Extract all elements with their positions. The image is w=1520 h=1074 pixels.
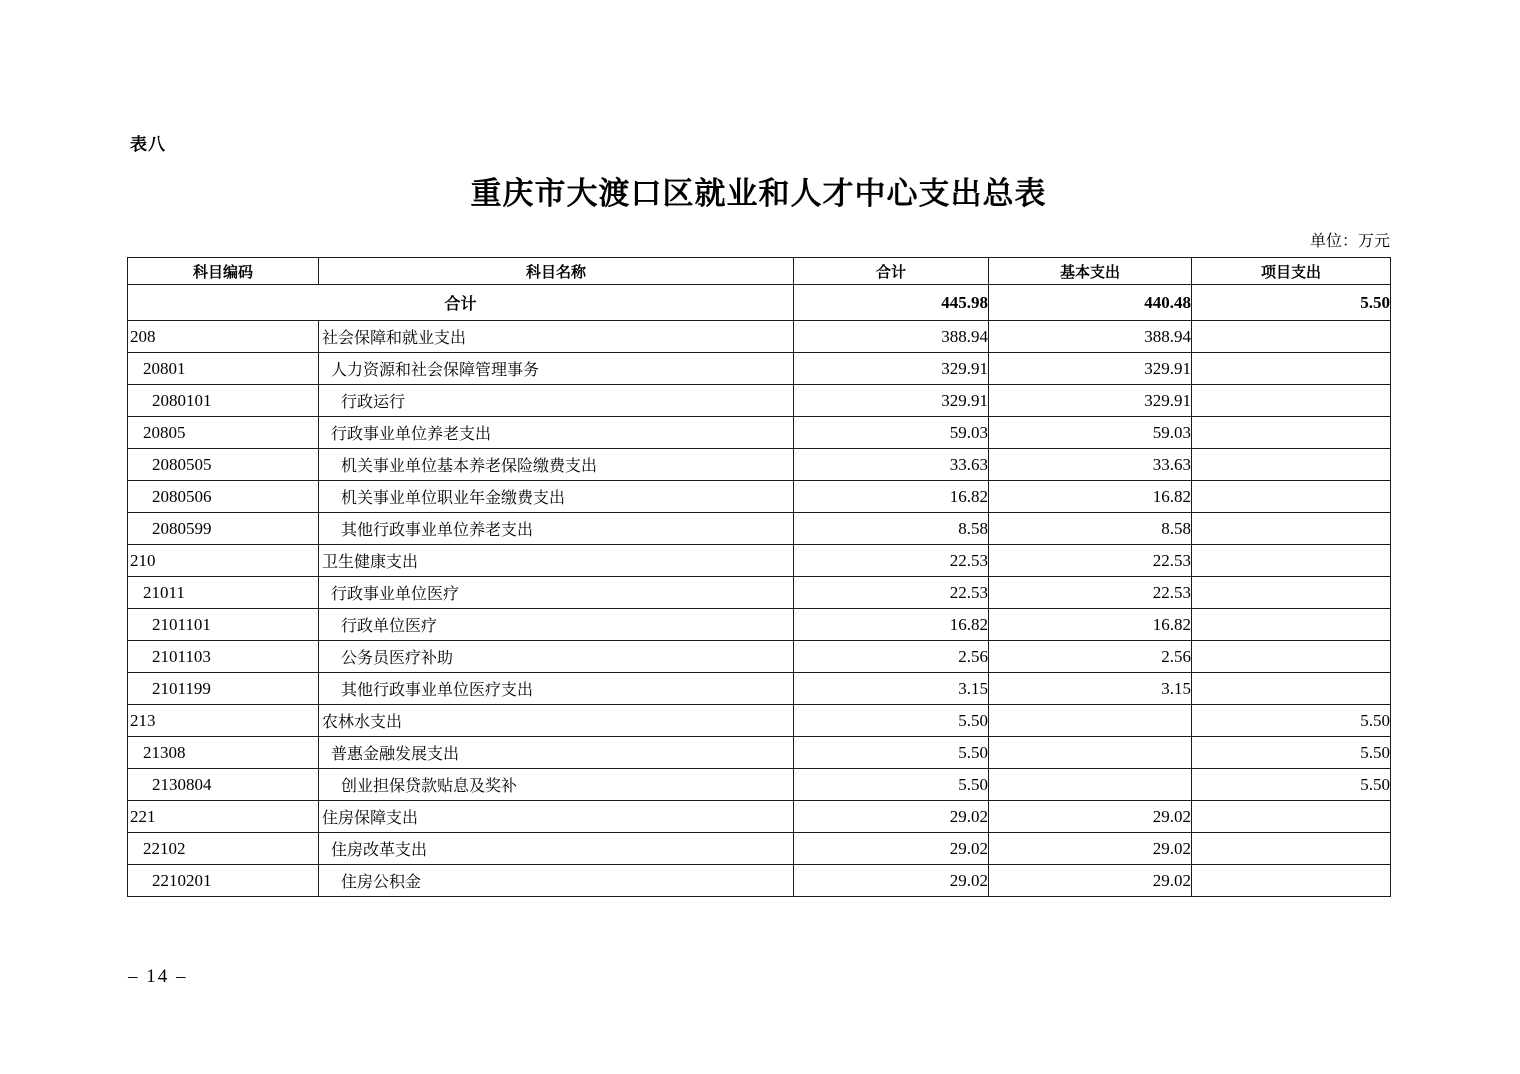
basic-value: 329.91 — [989, 385, 1192, 417]
expenditure-table — [127, 257, 1391, 897]
project-value — [1192, 577, 1391, 609]
project-value — [1192, 481, 1391, 513]
subject-code: 20801 — [128, 353, 319, 385]
basic-value: 16.82 — [989, 481, 1192, 513]
table-row — [128, 321, 1391, 353]
table-row — [128, 513, 1391, 545]
table-row — [128, 609, 1391, 641]
subject-name: 行政单位医疗 — [319, 609, 794, 641]
table-row — [128, 481, 1391, 513]
table-row — [128, 865, 1391, 897]
table-row — [128, 449, 1391, 481]
basic-value: 59.03 — [989, 417, 1192, 449]
subject-code: 221 — [128, 801, 319, 833]
subject-name: 卫生健康支出 — [319, 545, 794, 577]
subject-code: 2080101 — [128, 385, 319, 417]
grand-total-value: 445.98 — [794, 285, 989, 321]
subject-code: 213 — [128, 705, 319, 737]
subject-code: 2101101 — [128, 609, 319, 641]
subject-name: 住房保障支出 — [319, 801, 794, 833]
basic-value: 8.58 — [989, 513, 1192, 545]
subject-name: 公务员医疗补助 — [319, 641, 794, 673]
subject-name: 创业担保贷款贴息及奖补 — [319, 769, 794, 801]
basic-value: 2.56 — [989, 641, 1192, 673]
subject-code: 2080599 — [128, 513, 319, 545]
grand-total-label: 合计 — [128, 285, 794, 321]
total-value: 33.63 — [794, 449, 989, 481]
basic-value: 29.02 — [989, 801, 1192, 833]
grand-total-basic: 440.48 — [989, 285, 1192, 321]
project-value — [1192, 609, 1391, 641]
basic-value: 388.94 — [989, 321, 1192, 353]
table-number-label: 表八 — [130, 135, 166, 154]
total-value: 5.50 — [794, 737, 989, 769]
column-header-total: 合计 — [794, 258, 989, 285]
subject-code: 21308 — [128, 737, 319, 769]
subject-name: 农林水支出 — [319, 705, 794, 737]
unit-note: 单位：万元 — [1309, 233, 1390, 250]
project-value — [1192, 641, 1391, 673]
total-value: 29.02 — [794, 865, 989, 897]
subject-code: 2080506 — [128, 481, 319, 513]
column-header-basic: 基本支出 — [989, 258, 1192, 285]
basic-value: 29.02 — [989, 833, 1192, 865]
column-header-project: 项目支出 — [1192, 258, 1391, 285]
total-value: 22.53 — [794, 577, 989, 609]
table-row — [128, 705, 1391, 737]
project-value — [1192, 353, 1391, 385]
page-title: 重庆市大渡口区就业和人才中心支出总表 — [470, 176, 1047, 211]
basic-value: 22.53 — [989, 577, 1192, 609]
basic-value: 33.63 — [989, 449, 1192, 481]
total-value: 29.02 — [794, 801, 989, 833]
subject-code: 22102 — [128, 833, 319, 865]
subject-name: 行政事业单位养老支出 — [319, 417, 794, 449]
basic-value: 16.82 — [989, 609, 1192, 641]
table-row — [128, 673, 1391, 705]
basic-value: 29.02 — [989, 865, 1192, 897]
project-value — [1192, 673, 1391, 705]
project-value: 5.50 — [1192, 705, 1391, 737]
subject-name: 其他行政事业单位养老支出 — [319, 513, 794, 545]
subject-name: 机关事业单位基本养老保险缴费支出 — [319, 449, 794, 481]
column-header-code: 科目编码 — [128, 258, 319, 285]
total-value: 2.56 — [794, 641, 989, 673]
subject-code: 2080505 — [128, 449, 319, 481]
total-value: 16.82 — [794, 609, 989, 641]
total-value: 3.15 — [794, 673, 989, 705]
page-number: – 14 – — [128, 966, 188, 987]
subject-code: 210 — [128, 545, 319, 577]
basic-value — [989, 705, 1192, 737]
project-value — [1192, 321, 1391, 353]
subject-name: 机关事业单位职业年金缴费支出 — [319, 481, 794, 513]
table-row — [128, 545, 1391, 577]
project-value — [1192, 385, 1391, 417]
subject-code: 21011 — [128, 577, 319, 609]
subject-code: 2210201 — [128, 865, 319, 897]
total-value: 29.02 — [794, 833, 989, 865]
table-header-row — [128, 258, 1391, 285]
project-value: 5.50 — [1192, 737, 1391, 769]
project-value — [1192, 513, 1391, 545]
total-value: 5.50 — [794, 705, 989, 737]
table-row — [128, 641, 1391, 673]
project-value — [1192, 449, 1391, 481]
total-value: 22.53 — [794, 545, 989, 577]
total-value: 8.58 — [794, 513, 989, 545]
basic-value: 22.53 — [989, 545, 1192, 577]
subject-code: 2130804 — [128, 769, 319, 801]
subject-name: 行政运行 — [319, 385, 794, 417]
total-value: 329.91 — [794, 353, 989, 385]
subject-name: 社会保障和就业支出 — [319, 321, 794, 353]
table-row — [128, 417, 1391, 449]
table-row — [128, 769, 1391, 801]
table-row — [128, 577, 1391, 609]
table-row — [128, 385, 1391, 417]
subject-name: 其他行政事业单位医疗支出 — [319, 673, 794, 705]
table-row — [128, 801, 1391, 833]
table-row — [128, 353, 1391, 385]
table-row — [128, 737, 1391, 769]
basic-value — [989, 737, 1192, 769]
subject-name: 行政事业单位医疗 — [319, 577, 794, 609]
subject-name: 人力资源和社会保障管理事务 — [319, 353, 794, 385]
subject-name: 普惠金融发展支出 — [319, 737, 794, 769]
subject-code: 20805 — [128, 417, 319, 449]
subject-name: 住房改革支出 — [319, 833, 794, 865]
subject-code: 208 — [128, 321, 319, 353]
grand-total-row — [128, 285, 1391, 321]
project-value — [1192, 801, 1391, 833]
total-value: 329.91 — [794, 385, 989, 417]
total-value: 5.50 — [794, 769, 989, 801]
project-value — [1192, 417, 1391, 449]
column-header-name: 科目名称 — [319, 258, 794, 285]
subject-code: 2101199 — [128, 673, 319, 705]
total-value: 388.94 — [794, 321, 989, 353]
project-value: 5.50 — [1192, 769, 1391, 801]
table-row — [128, 833, 1391, 865]
project-value — [1192, 545, 1391, 577]
subject-name: 住房公积金 — [319, 865, 794, 897]
project-value — [1192, 833, 1391, 865]
subject-code: 2101103 — [128, 641, 319, 673]
basic-value: 3.15 — [989, 673, 1192, 705]
total-value: 16.82 — [794, 481, 989, 513]
basic-value — [989, 769, 1192, 801]
grand-total-project: 5.50 — [1192, 285, 1391, 321]
total-value: 59.03 — [794, 417, 989, 449]
project-value — [1192, 865, 1391, 897]
basic-value: 329.91 — [989, 353, 1192, 385]
